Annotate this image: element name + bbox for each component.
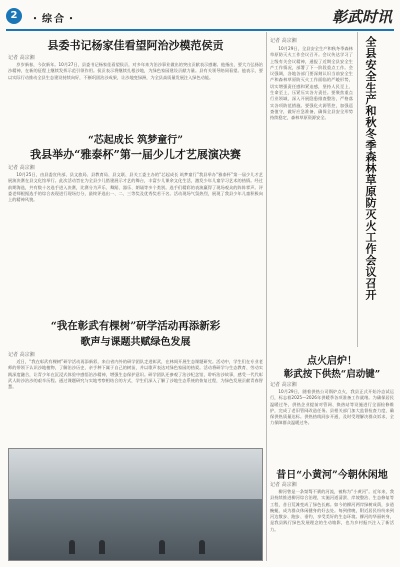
- article-headline-vertical: 全县安全生产和秋冬季森林草原防灭火工作会议召开: [364, 36, 377, 301]
- section-label: ・综合・: [30, 14, 78, 25]
- article-headline: 县委书记杨家佳看望阿治沙模范侯贡: [47, 39, 224, 52]
- article-headline-line2: 我县举办“雅泰杯”第一届少儿才艺展演决赛: [30, 148, 241, 161]
- article-body: 10月29日，全县安全生产和秋冬季森林草原防灭火工作会议召开。会议传达学习了上级有关会议精神，通报了近期全县安全生产工作情况，部署了下一阶段重点工作。会议强调，各地各部门要深刻认识当前安全生产和森林草原防灭火工作面临的严峻形势，切实增强责任感和紧迫感，坚持人民至上、生命至上，压紧压实各方责任。要聚焦重点行业领域，深入开展隐患排查整治，严格落实各项防范措施。要强化火源管控，加强巡查值守，做好应急准备，确保全县安全形势持续稳定，森林草原资源安全。: [270, 46, 353, 121]
- photo-figure: [69, 540, 75, 554]
- article-headline-line1: “我在彰武有棵树”研学活动再添新彩: [50, 320, 221, 332]
- article-headline-line2: 彰武按下供热“启动键”: [283, 369, 381, 380]
- article-reporter: 记者 高宗湘: [270, 382, 297, 388]
- masthead-rule: [6, 29, 394, 31]
- article-headline-line1: 点火启炉！: [307, 356, 357, 367]
- photo-figure: [159, 540, 165, 554]
- page-number: 2: [6, 8, 22, 24]
- newspaper-brand: 彰武时讯: [331, 8, 392, 26]
- article-body: 柳河曾是一条桀骜不驯的河流，被称为“小黄河”。近年来，我县持续推进柳河综合治理，实施河道清淤、岸坡整治、生态修复等工程，昔日荒滩变成了绿色长廊。如今的柳河两岸绿树成荫，步道蜿蜒，成为群众休闲健身的好去处。每到傍晚，附近居民纷纷来到河边散步、跑步、垂钓，享受美好的生态环境。柳河的华丽转身，是我县践行绿色发展理念的生动缩影，也为乡村振兴注入了新活力。: [270, 489, 394, 532]
- photo-sky: [9, 449, 262, 499]
- article-headline: 昔日“小黄河”今朝休闲地: [276, 470, 388, 481]
- masthead-bar: [6, 6, 394, 28]
- photo-figure: [99, 540, 105, 554]
- article-reporter: 记者 高宗湘: [270, 38, 297, 44]
- article-headline-line1: “芯起成长 筑梦童行”: [88, 135, 183, 146]
- article-body: 近日，“我在彰武有棵树”研学活动再添新彩，来自省内外的研学团队走进彰武，在林间开展生态课题研究。活动中，学生们在专业老师的带领下认识沙地植物，了解治沙历史，亲手种下属于自己的树苗，并以歌声表达对绿色家园的热爱。活动将研学与生态教育、劳动实践深度融合，让青少年在沉浸式体验中感悟治沙精神，增强生态保护意识。研学团队还参观了治沙纪念馆，聆听治沙故事，感受一代代彰武人防沙治沙的艰辛历程。通过课题研究与实地考察相结合的方式，学生们深入了解了沙地生态系统的恢复过程，为绿色发展贡献青春智慧。: [8, 359, 263, 390]
- column-divider: [357, 32, 358, 347]
- article-reporter: 记者 高宗湘: [8, 352, 35, 358]
- article-headline-line2: 歌声与课题共赋绿色发展: [80, 337, 191, 348]
- article-reporter: 记者 高宗湘: [270, 482, 297, 488]
- article-reporter: 记者 高宗湘: [8, 165, 35, 171]
- news-photo: [8, 448, 263, 561]
- photo-figure: [199, 540, 205, 554]
- article-body: 10月29日，随着供热公司锅炉点火，我县正式开始冷态试运行，标志着2025—2026年供暖季各项准备工作就绪。为确保居民温暖过冬，供热企业提前对管网、换热站等设施进行全面检修维护，完成了老旧管网改造任务。县相关部门加大监督检查力度，确保供热质量达标。供热热线同步开通，及时受理解决群众诉求，全力保障群众温暖过冬。: [270, 389, 394, 426]
- article-body: 10月25日，由县委宣传部、县文旅局、县教育局、县文联、县关工委主办的“芯起成长 筑梦童行”我县举办“雅泰杯”第一届少儿才艺展演决赛在县文化馆举行。此次活动旨在为全县少儿搭建展示才艺的舞台，丰富少儿课余文化生活，激发少年儿童学习艺术的热情。经过前期海选，共有数十名选手进入决赛，比赛分为声乐、舞蹈、器乐、朗诵等多个类别。选手们精彩的表演赢得了现场观众的阵阵掌声。评委老师根据选手的综合表现进行现场打分，最终评选出一、二、三等奖及优秀奖若干名。活动现场气氛热烈，展现了我县少年儿童积极向上的精神风貌。: [8, 172, 263, 203]
- article-reporter: 记者 高宗湘: [8, 55, 35, 61]
- column-divider: [266, 32, 267, 561]
- article-body: 岁岁新春，今次新年。10月27日，县委书记杨家佳看望侯贡，对多年来为治沙事业做出的突出贡献表示感谢。他指出，要大力弘扬治沙精神，在新的征程上继续发挥示范引领作用。侯贡表示将继续扎根沙地，为绿色家园建设贡献力量。县有关领导陪同看望。他表示，要以实际行动推动全县生态建设持续向好，不断巩固治沙成果，让沙地变绿洲，为全县高质量发展注入绿色动能。: [8, 62, 263, 80]
- photo-ground: [9, 499, 262, 560]
